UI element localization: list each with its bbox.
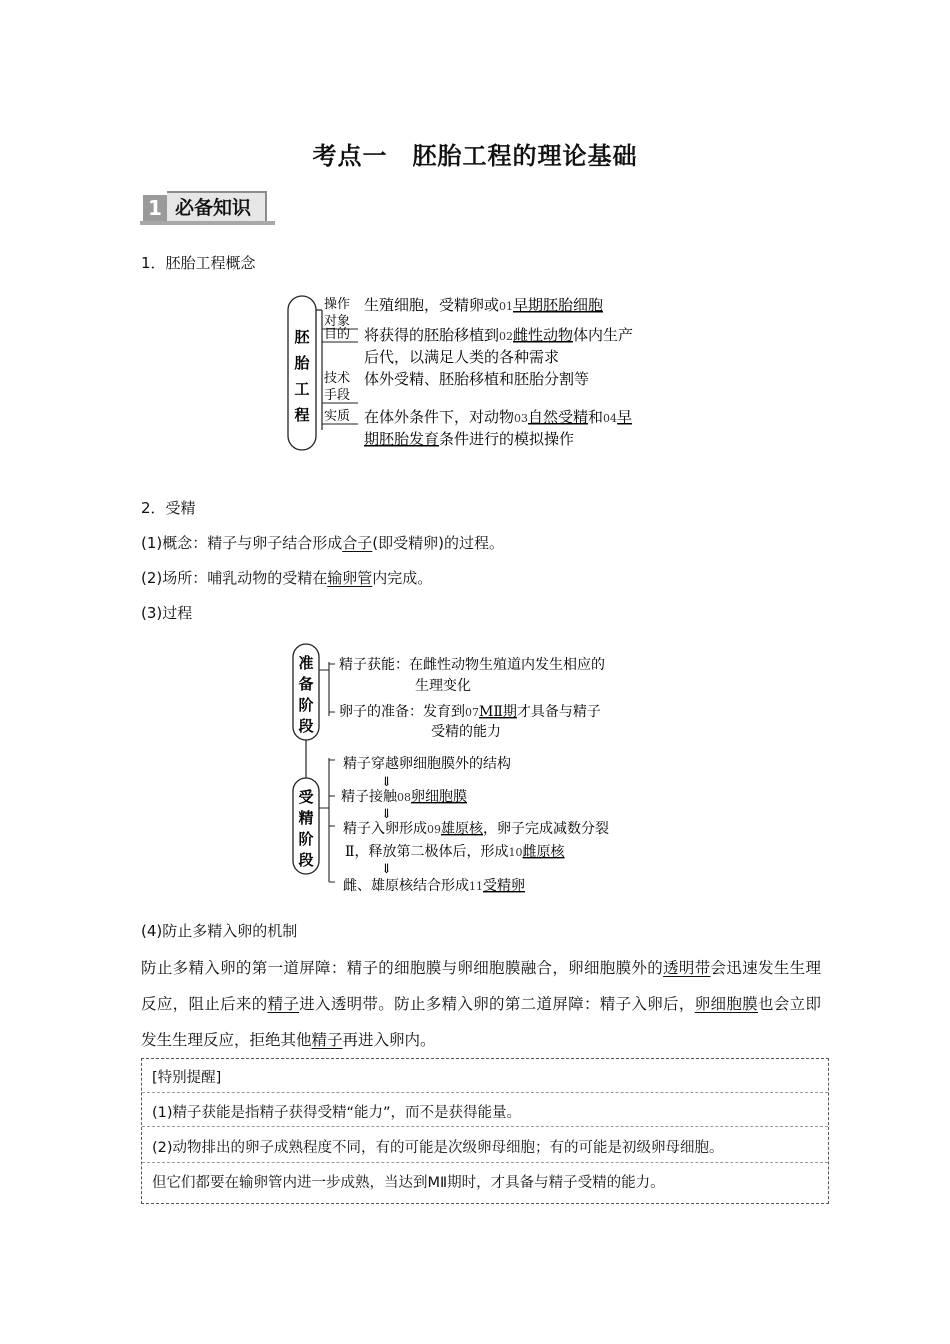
embryo-engineering-diagram [280, 290, 680, 460]
row-text: 期胚胎发育条件进行的模拟操作 [364, 430, 575, 448]
section-heading-mechanism: (4)防止多精入卵的机制 [141, 922, 298, 940]
para-answer: 精子 [311, 1031, 343, 1049]
section-heading-fertilization: 2．受精 [141, 499, 196, 517]
badge-label: 必备知识 [167, 191, 267, 221]
reminder-line-1: (1)精子获能是指精子获得受精“能力”，而不是获得能量。 [152, 1105, 522, 1121]
section-heading-concept: 1．胚胎工程概念 [141, 254, 256, 272]
process-heading: (3)过程 [141, 604, 193, 622]
prep-egg-line2: 受精的能力 [431, 724, 501, 740]
special-reminder-box [141, 1058, 829, 1204]
para-answer: 透明带 [663, 959, 711, 977]
row-text: 后代，以满足人类的各种需求 [364, 348, 560, 366]
fert-step-4: 雌、雄原核结合形成11受精卵 [343, 878, 525, 894]
row-text: 生殖细胞，受精卵或01早期胚胎细胞 [364, 296, 604, 314]
para-text: 进入透明带。防止多精入卵的第二道屏障：精子入卵后， [299, 995, 695, 1013]
place-suffix: 内完成。 [372, 569, 433, 587]
stage-fert-capsule-text: 受精阶段 [298, 788, 314, 869]
place-line [141, 567, 432, 588]
row-label: 目的 [324, 327, 351, 342]
fertilization-process-diagram [285, 640, 665, 900]
para-text: 再进入卵内。 [342, 1031, 436, 1049]
place-answer: 输卵管 [327, 569, 373, 587]
row-label: 手段 [324, 388, 351, 403]
place-prefix: (2)场所：哺乳动物的受精在 [141, 569, 328, 587]
row-label: 实质 [324, 409, 351, 424]
concept-suffix: (即受精卵)的过程。 [372, 534, 504, 552]
reminder-header: [特别提醒] [152, 1070, 222, 1086]
diagram-root-text: 胚胎工程 [294, 328, 310, 424]
para-text: 也会立即发生生理反应，拒绝其他 [141, 995, 821, 1049]
section-badge [140, 191, 280, 225]
fert-step-1: 精子穿越卵细胞膜外的结构 [343, 756, 511, 772]
para-text: 防止多精入卵的第一道屏障：精子的细胞膜与卵细胞膜融合，卵细胞膜外的 [141, 959, 664, 977]
badge-number: 1 [143, 195, 167, 221]
prep-sperm-label: 精子获能：在雌性动物生殖道内发生相应的 [339, 657, 605, 673]
fert-step-3: 精子入卵形成09雄原核，卵子完成减数分裂 [343, 821, 609, 837]
para-text: 会迅速发生生理反应，阻止后来的 [141, 959, 821, 1013]
reminder-line-2: (2)动物排出的卵子成熟程度不同，有的可能是次级卵母细胞；有的可能是初级卵母细胞。 [152, 1140, 724, 1156]
row-text: 将获得的胚胎移植到02雌性动物体内生产 [364, 326, 634, 344]
row-label: 对象 [324, 314, 351, 329]
row-label: 技术 [324, 371, 351, 386]
root-capsule [288, 296, 316, 450]
mechanism-paragraph [141, 950, 821, 1058]
para-answer: 精子 [267, 995, 300, 1013]
down-arrow: ⇓ [381, 807, 392, 822]
reminder-line-3: 但它们都要在输卵管内进一步成熟，当达到MⅡ期时，才具备与精子受精的能力。 [152, 1175, 665, 1191]
row-text: 体外受精、胚胎移植和胚胎分割等 [364, 370, 590, 388]
concept-line [141, 532, 504, 553]
down-arrow: ⇓ [381, 862, 392, 877]
page-title: 考点一 胚胎工程的理论基础 [312, 142, 638, 170]
row-label: 操作 [324, 297, 351, 312]
concept-prefix: (1)概念：精子与卵子结合形成 [141, 534, 343, 552]
stage-prep-capsule-text: 准备阶段 [298, 654, 314, 735]
para-answer: 卵细胞膜 [694, 995, 758, 1013]
fert-step-3b: Ⅱ，释放第二极体后，形成10雌原核 [345, 844, 565, 860]
down-arrow: ⇓ [381, 775, 392, 790]
prep-sperm-line2: 生理变化 [415, 678, 471, 694]
fert-step-2: 精子接触08卵细胞膜 [341, 789, 467, 805]
prep-egg-line: 卵子的准备：发育到07MⅡ期才具备与精子 [339, 704, 601, 720]
row-text: 在体外条件下，对动物03自然受精和04早 [364, 408, 633, 426]
concept-answer: 合子 [342, 534, 373, 552]
